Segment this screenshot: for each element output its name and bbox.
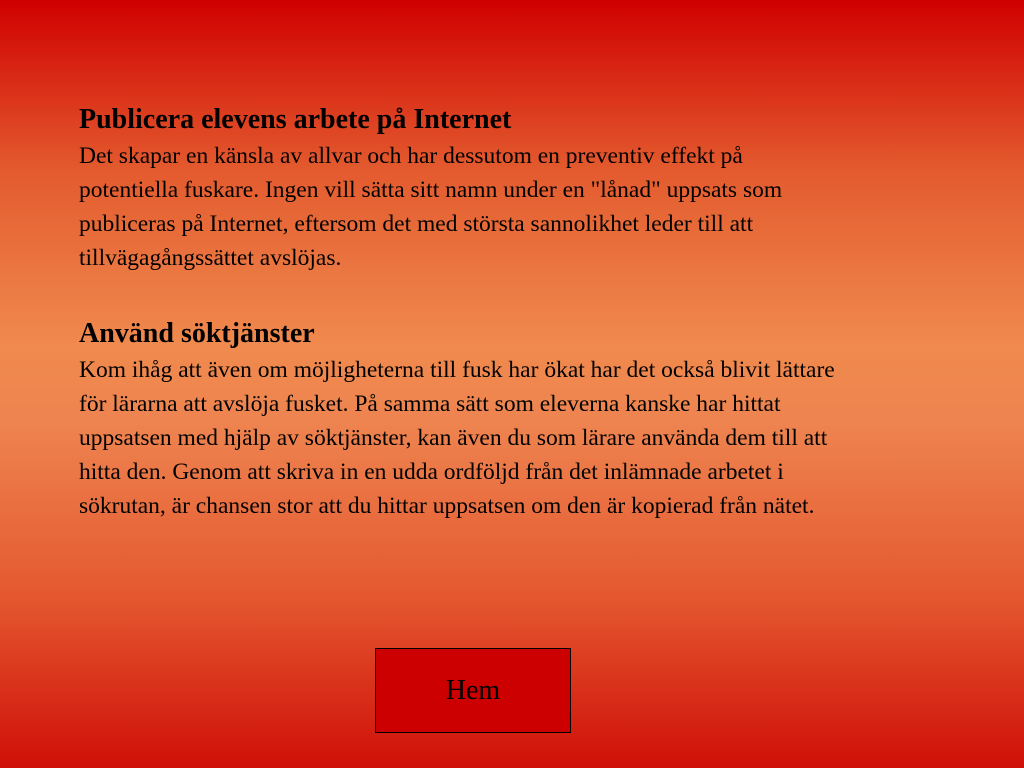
section-publish xyxy=(79,101,839,275)
section-body: Det skapar en känsla av allvar och har dessutom en preventiv effekt på potentiella fuskare. Ingen vill sätta sitt namn under en "lånad" uppsats som publiceras på Internet, eftersom det med största sannolikhet leder till att tillvägagångssättet avslöjas. xyxy=(79,143,783,271)
section-title: Använd söktjänster xyxy=(79,318,315,349)
section-title: Publicera elevens arbete på Internet xyxy=(79,104,512,135)
section-body: Kom ihåg att även om möjligheterna till fusk har ökat har det också blivit lättare för lärarna att avslöja fusket. På samma sätt som eleverna kanske har hittat uppsatsen med hjälp av söktjänster, kan även du som lärare använda dem till att hitta den. Genom att skriva in en udda ordföljd från det inlämnade arbetet i sökrutan, är chansen stor att du hittar uppsatsen om den är kopierad från nätet. xyxy=(79,357,835,519)
slide-content xyxy=(79,101,839,523)
home-button[interactable]: Hem xyxy=(375,648,571,733)
section-search xyxy=(79,315,839,523)
